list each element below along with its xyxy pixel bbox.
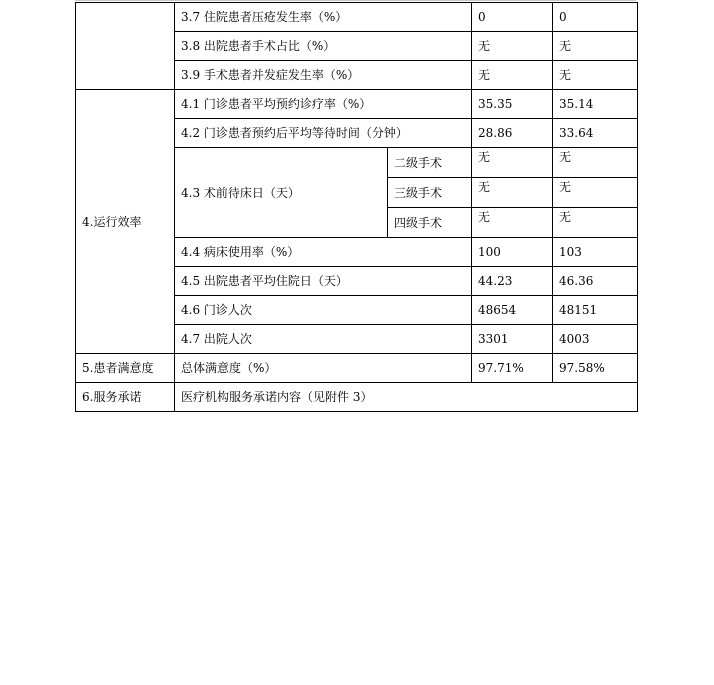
value-cell-1: 35.35 [472, 90, 553, 119]
category-cell-commitment: 6.服务承诺 [76, 383, 175, 412]
value-cell-2: 35.14 [553, 90, 638, 119]
value-cell-1: 无 [472, 32, 553, 61]
item-cell: 医疗机构服务承诺内容（见附件 3） [175, 383, 638, 412]
value-cell-2: 无 [553, 178, 638, 208]
value-cell-2: 无 [553, 61, 638, 90]
value-cell-1: 无 [472, 148, 553, 178]
table-row [76, 3, 638, 32]
item-cell: 3.8 出院患者手术占比（%） [175, 32, 472, 61]
item-cell: 3.7 住院患者压疮发生率（%） [175, 3, 472, 32]
sub-item-cell: 四级手术 [388, 208, 472, 238]
value-cell-2: 无 [553, 208, 638, 238]
item-cell: 4.7 出院人次 [175, 325, 472, 354]
table-row [76, 90, 638, 119]
item-cell: 4.1 门诊患者平均预约诊疗率（%） [175, 90, 472, 119]
value-cell-2: 46.36 [553, 267, 638, 296]
hospital-indicator-table [75, 2, 638, 412]
value-cell-1: 28.86 [472, 119, 553, 148]
category-cell-empty [76, 3, 175, 90]
value-cell-2: 97.58% [553, 354, 638, 383]
value-cell-1: 97.71% [472, 354, 553, 383]
sub-item-cell: 三级手术 [388, 178, 472, 208]
table-row [76, 383, 638, 412]
item-cell: 总体满意度（%） [175, 354, 472, 383]
item-cell: 4.5 出院患者平均住院日（天） [175, 267, 472, 296]
value-cell-2: 0 [553, 3, 638, 32]
value-cell-2: 无 [553, 148, 638, 178]
value-cell-1: 无 [472, 61, 553, 90]
item-cell: 4.6 门诊人次 [175, 296, 472, 325]
value-cell-1: 100 [472, 238, 553, 267]
value-cell-1: 48654 [472, 296, 553, 325]
item-cell: 3.9 手术患者并发症发生率（%） [175, 61, 472, 90]
category-cell-satisfaction: 5.患者满意度 [76, 354, 175, 383]
table-row [76, 354, 638, 383]
sub-item-cell: 二级手术 [388, 148, 472, 178]
value-cell-2: 无 [553, 32, 638, 61]
item-cell: 4.2 门诊患者预约后平均等待时间（分钟） [175, 119, 472, 148]
value-cell-1: 无 [472, 208, 553, 238]
value-cell-2: 103 [553, 238, 638, 267]
value-cell-1: 3301 [472, 325, 553, 354]
value-cell-1: 无 [472, 178, 553, 208]
value-cell-2: 48151 [553, 296, 638, 325]
category-cell-efficiency: 4.运行效率 [76, 90, 175, 354]
value-cell-1: 0 [472, 3, 553, 32]
item-cell: 4.4 病床使用率（%） [175, 238, 472, 267]
item-cell: 4.3 术前待床日（天） [175, 148, 388, 238]
value-cell-1: 44.23 [472, 267, 553, 296]
value-cell-2: 4003 [553, 325, 638, 354]
value-cell-2: 33.64 [553, 119, 638, 148]
